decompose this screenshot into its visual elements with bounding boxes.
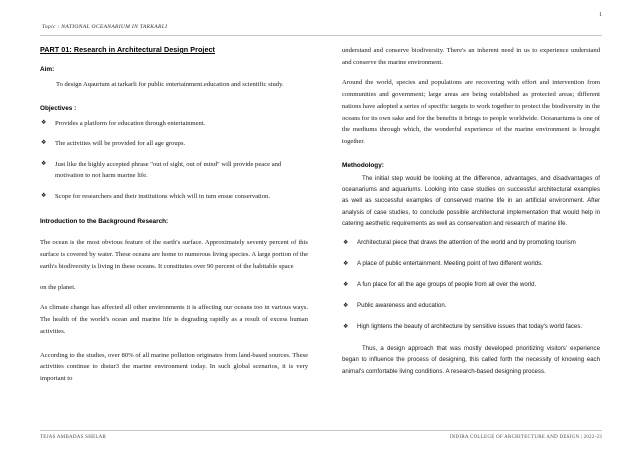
- diamond-bullet-icon: ❖: [41, 159, 47, 167]
- list-item: [342, 280, 600, 291]
- list-item-label: Just like the highly accepted phrase "out of sight, out of mind" will provide peace and motivation to not harm marine life.: [55, 160, 282, 180]
- objectives-heading: Objectives :: [40, 104, 77, 112]
- diamond-bullet-icon: ❖: [41, 191, 47, 199]
- background-research-heading: Introduction to the Background Research:: [40, 218, 169, 226]
- page-footer: [40, 430, 602, 440]
- list-item-label: A place of public entertainment. Meeting point of two different worlds.: [357, 260, 543, 268]
- diamond-bullet-icon: ❖: [343, 239, 349, 247]
- list-item: [342, 238, 600, 249]
- diamond-bullet-icon: ❖: [343, 302, 349, 310]
- list-item-label: Architectural piece that draws the attention of the world and by promoting tourism: [357, 239, 576, 247]
- page-title: PART 01: Research in Architectural Design Project: [40, 45, 216, 54]
- background-paragraph-4: According to the studies, over 80% of all marine pollution originates from land-based sources. These activities continue to distur3 the marine environment today. In such global scenarios, it is very important to: [40, 351, 308, 382]
- list-item: [342, 301, 600, 312]
- methodology-text: The initial step would be looking at the difference, advantages, and disadvantages of oceanariums and aquariums. Looking into case studies on successful architectural examples as well as successful examples of conserved marine life in an artificial environment. After analysis of case studies, to conclude possible architectural implementation that would help in catering aesthetic requirements as well as conservation and research of marine life.: [342, 174, 600, 227]
- list-item-label: Provides a platform for education through entertainment.: [55, 119, 206, 127]
- list-item-label: Scope for researchers and their institutions which will in turn ensue conservation.: [55, 192, 270, 200]
- background-paragraph-2: on the planet.: [40, 283, 76, 291]
- topic-line: Topic : NATIONAL OCEANARIUM IN TARKARLI: [42, 24, 168, 30]
- objectives-list: [40, 118, 308, 203]
- background-paragraph-3: As climate change has affected all other environments it is affecting our oceans too in various ways. The health of the world's ocean and marine life is degrading rapidly as a result of excess human activities.: [40, 304, 308, 335]
- list-item: [342, 259, 600, 270]
- diamond-bullet-icon: ❖: [343, 281, 349, 289]
- diamond-bullet-icon: ❖: [343, 260, 349, 268]
- list-item: [40, 118, 308, 130]
- list-item-label: High lightens the beauty of architecture by sensitive issues that today's world faces.: [357, 323, 583, 331]
- list-item-label: The activities will be provided for all age groups.: [55, 140, 186, 148]
- right-paragraph-1: understand and conserve biodiversity. There's an inherent need in us to experience understand and conserve the marine environment.: [342, 47, 600, 66]
- list-item: [342, 322, 600, 333]
- list-item-label: Public awareness and education.: [357, 302, 447, 310]
- methodology-points-list: [342, 238, 600, 333]
- right-column: [342, 45, 600, 386]
- methodology-conclusion: Thus, a design approach that was mostly developed prioritizing visitors' experience began to influence the process of designing, this called forth the necessity of knowing each animal's comfortable living conditions. A research-based designing process.: [342, 345, 600, 375]
- list-item: [40, 159, 308, 182]
- footer-author: TEJAS AMBADAS SHELAR: [40, 435, 107, 440]
- list-item: [40, 138, 308, 150]
- methodology-heading: Methodology:: [342, 161, 384, 169]
- background-paragraph-1: The ocean is the most obvious feature of the earth's surface. Approximately seventy percent of this surface is covered by water. These oceans are home to numerous living species. A large portion of the earth's biodiversity is living in these oceans. It constitutes over 90 percent of the habitable space: [40, 239, 309, 270]
- right-paragraph-2: Around the world, species and populations are recovering with effort and intervention from communities and government; large areas are being established as protected areas; different nations have adopted a series of specific targets to work together to protect the biodiversity in the oceans for its own sake and for the benefits it brings to people worldwide. Oceanariums is one of the mediums through which, the wonderful experience of the marine environment is brought together.: [342, 79, 600, 146]
- header-divider: [40, 35, 602, 36]
- diamond-bullet-icon: ❖: [343, 323, 349, 331]
- diamond-bullet-icon: ❖: [41, 118, 47, 126]
- left-column: [40, 45, 308, 394]
- footer-content: [40, 435, 602, 440]
- list-item-label: A fun place for all the age groups of people from all over the world.: [357, 281, 537, 289]
- page-number: 1: [599, 12, 602, 18]
- footer-divider: [40, 430, 602, 431]
- two-column-body: [40, 45, 602, 394]
- aim-text: To design Aqaurium at tarkarli for public entertainment.education and scientific study.: [56, 81, 284, 88]
- list-item: [40, 191, 308, 203]
- footer-institution: INDIRA COLLEGE OF ARCHITECTURE AND DESIGN | 2022-23: [449, 435, 602, 440]
- aim-heading: Aim:: [40, 66, 55, 73]
- diamond-bullet-icon: ❖: [41, 139, 47, 147]
